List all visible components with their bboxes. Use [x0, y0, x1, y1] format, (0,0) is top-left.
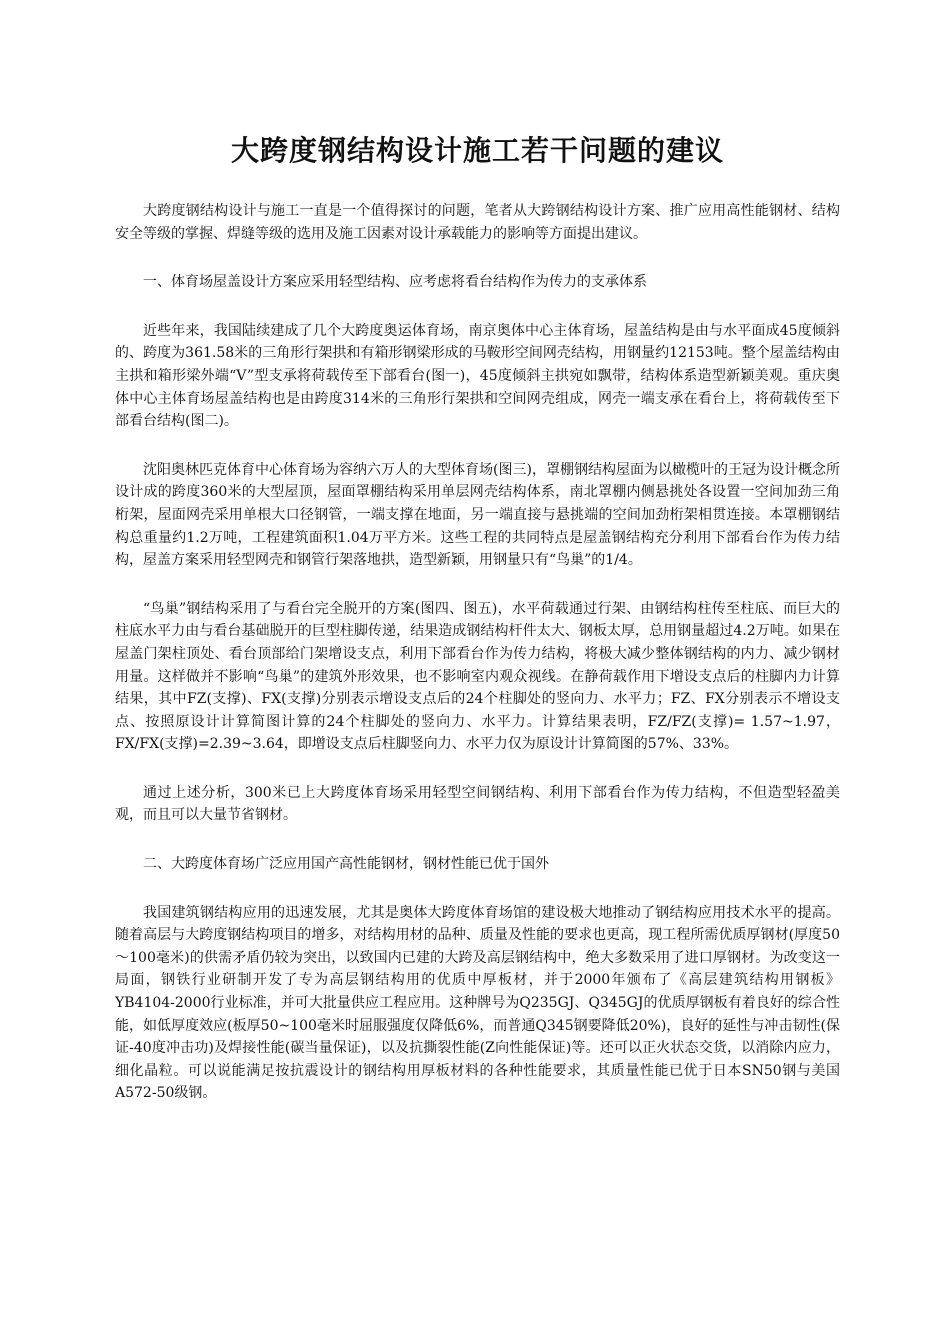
- document-title: 大跨度钢结构设计施工若干问题的建议: [230, 134, 724, 167]
- section-heading-1: 一、体育场屋盖设计方案应采用轻型结构、应考虑将看台结构作为传力的支承体系: [143, 274, 647, 291]
- paragraph-shenyang: 沈阳奥林匹克体育中心体育场为容纳六万人的大型体育场(图三)，罩棚钢结构屋面为以橄榄叶的王冠为设计概念所设计成的跨度360米的大型屋顶，屋面罩棚结构采用单层网壳结构体系，南北罩棚内侧悬挑处各设置一空间加劲三角桁架，屋面网壳采用单根大口径钢管，一端支撑在地面，另一端直接与悬挑端的空间加劲桁架相贯连接。本罩棚钢结构总重量约1.2万吨，工程建筑面积1.04万平方米。这些工程的共同特点是屋盖钢结构充分利用下部看台作为传力结构，屋盖方案采用轻型网壳和钢管行架落地拱，造型新颖，用钢量只有“鸟巢”的1/4。: [115, 461, 840, 569]
- paragraph-steel: 我国建筑钢结构应用的迅速发展，尤其是奥体大跨度体育场馆的建设极大地推动了钢结构应用技术水平的提高。随着高层与大跨度钢结构项目的增多，对结构用材的品种、质量及性能的要求也更高，现工程所需优质厚钢材(厚度50～100毫米)的供需矛盾仍较为突出，以致国内已建的大跨及高层钢结构中，绝大多数采用了进口厚钢材。为改变这一局面，钢铁行业研制开发了专为高层钢结构用的优质中厚板材，并于2000年颁布了《高层建筑结构用钢板》YB4104-2000行业标准，并可大批量供应工程应用。这种牌号为Q235GJ、Q345GJ的优质厚钢板有着良好的综合性能，如低厚度效应(板厚50~100毫米时屈服强度仅降低6%，而普通Q345钢要降低20%)，良好的延性与冲击韧性(保证-40度冲击功)及焊接性能(碳当量保证)，以及抗撕裂性能(Z向性能保证)等。还可以正火状态交货，以消除内应力，细化晶粒。可以说能满足按抗震设计的钢结构用厚板材料的各种性能要求，其质量性能已优于日本SN50钢与美国A572-50级钢。: [115, 904, 840, 1102]
- paragraph-intro: 大跨度钢结构设计与施工一直是一个值得探讨的问题，笔者从大跨钢结构设计方案、推广应用高性能钢材、结构安全等级的掌握、焊缝等级的选用及施工因素对设计承载能力的影响等方面提出建议。: [115, 203, 840, 242]
- paragraph-birds-nest: “鸟巢”钢结构采用了与看台完全脱开的方案(图四、图五)，水平荷载通过行架、由钢结构柱传至柱底、而巨大的柱底水平力由与看台基础脱开的巨型柱脚传递，结果造成钢结构杆件太大、钢板太厚，总用钢量超过4.2万吨。如果在屋盖门架柱顶处、看台顶部给门架增设支点，利用下部看台作为传力结构，将极大减少整体钢结构的内力、减少钢材用量。这样做并不影响“鸟巢”的建筑外形效果，也不影响室内观众视线。在静荷载作用下增设支点后的柱脚内力计算结果，其中FZ(支撑)、FX(支撑)分别表示增设支点后的24个柱脚处的竖向力、水平力；FZ、FX分别表示不增设支点、按照原设计计算简图计算的24个柱脚处的竖向力、水平力。计算结果表明，FZ/FZ(支撑)= 1.57~1.97，FX/FX(支撑)=2.39~3.64，即增设支点后柱脚竖向力、水平力仅为原设计计算简图的57%、33%。: [115, 600, 840, 753]
- document-page: [115, 128, 840, 1131]
- paragraph-nanjing-chongqing: 近些年来，我国陆续建成了几个大跨度奥运体育场，南京奥体中心主体育场，屋盖结构是由与水平面成45度倾斜的、跨度为361.58米的三角形行架拱和有箱形钢梁形成的马鞍形空间网壳结构，用钢量约12153吨。整个屋盖结构由主拱和箱形梁外端“V”型支承将荷载传至下部看台(图一)，45度倾斜主拱宛如飘带，结构体系造型新颖美观。重庆奥体中心主体育场屋盖结构也是由跨度314米的三角形行架拱和空间网壳组成，网壳一端支承在看台上，将荷载传至下部看台结构(图二)。: [115, 322, 840, 430]
- section-heading-2: 二、大跨度体育场广泛应用国产高性能钢材，钢材性能已优于国外: [143, 856, 549, 873]
- paragraph-conclusion: 通过上述分析，300米已上大跨度体育场采用轻型空间钢结构、利用下部看台作为传力结构，不但造型轻盈美观，而且可以大量节省钢材。: [115, 784, 840, 824]
